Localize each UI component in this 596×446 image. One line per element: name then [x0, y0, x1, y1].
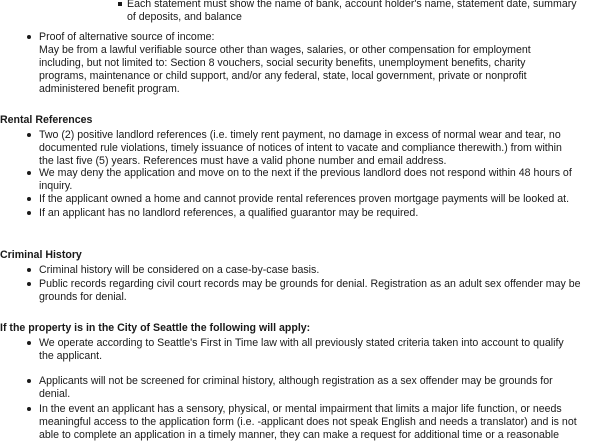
alt-income-title: Proof of alternative source of income:: [39, 31, 215, 43]
seattle-item-1-line-1: We operate according to Seattle's First in Time law with all previously stated criteria taken into account to qualify: [39, 337, 564, 349]
criminal-item-2-line-2: grounds for denial.: [39, 291, 127, 303]
bullet-icon: [27, 35, 31, 39]
bullet-icon: [27, 341, 31, 345]
square-bullet-icon: [118, 2, 122, 6]
rental-item-4-line-1: If an applicant has no landlord references, a qualified guarantor may be required.: [39, 207, 419, 219]
bullet-icon: [27, 282, 31, 286]
bullet-icon: [27, 211, 31, 215]
rental-item-1-line-1: Two (2) positive landlord references (i.e. timely rent payment, no damage in excess of normal wear and tear, no: [39, 129, 561, 141]
seattle-item-1-line-2: the applicant.: [39, 350, 103, 362]
statement-requirement-line-2: of deposits, and balance: [127, 11, 242, 23]
seattle-item-2-line-1: Applicants will not be screened for criminal history, although registration as a sex offender may be grounds for: [39, 375, 553, 387]
rental-references-heading: Rental References: [0, 114, 93, 126]
bullet-icon: [27, 197, 31, 201]
alt-income-line-2: including, but not limited to: Section 8 vouchers, social security benefits, unemployment benefits, charity: [39, 57, 526, 69]
alt-income-line-4: administered benefit program.: [39, 83, 180, 95]
bullet-icon: [27, 268, 31, 272]
rental-item-1-line-3: the last five (5) years. References must have a valid phone number and email address.: [39, 155, 447, 167]
seattle-item-3-line-3: able to complete an application in a timely manner, they can make a request for additional time or a reasonable: [39, 429, 559, 441]
rental-item-2-line-1: We may deny the application and move on to the next if the previous landlord does not respond within 48 hours of: [39, 167, 572, 179]
seattle-item-2-line-2: denial.: [39, 388, 71, 400]
statement-requirement-line-1: Each statement must show the name of bank, account holder's name, statement date, summary: [127, 0, 577, 10]
bullet-icon: [27, 133, 31, 137]
seattle-heading: If the property is in the City of Seattle the following will apply:: [0, 322, 311, 334]
bullet-icon: [27, 379, 31, 383]
bullet-icon: [27, 407, 31, 411]
alt-income-line-3: programs, maintenance or child support, and/or any federal, state, local government, private or nonprofit: [39, 70, 527, 82]
criminal-item-2-line-1: Public records regarding civil court records may be grounds for denial. Registration as an adult sex offender may be: [39, 278, 581, 290]
rental-item-1-line-2: documented rule violations, timely issuance of notices of intent to vacate and compliance therewith.) from within: [39, 142, 562, 154]
alt-income-line-1: May be from a lawful verifiable source other than wages, salaries, or other compensation for employment: [39, 44, 531, 56]
seattle-item-3-line-1: In the event an applicant has a sensory, physical, or mental impairment that limits a major life function, or needs: [39, 403, 562, 415]
bullet-icon: [27, 171, 31, 175]
rental-item-3-line-1: If the applicant owned a home and cannot provide rental references proven mortgage payments will be looked at.: [39, 193, 570, 205]
criminal-item-1-line-1: Criminal history will be considered on a case-by-case basis.: [39, 264, 320, 276]
rental-item-2-line-2: inquiry.: [39, 180, 73, 192]
criminal-history-heading: Criminal History: [0, 249, 82, 261]
seattle-item-3-line-2: meaningful access to the application form (i.e. -applicant does not speak English and needs a translator) and is not: [39, 416, 577, 428]
